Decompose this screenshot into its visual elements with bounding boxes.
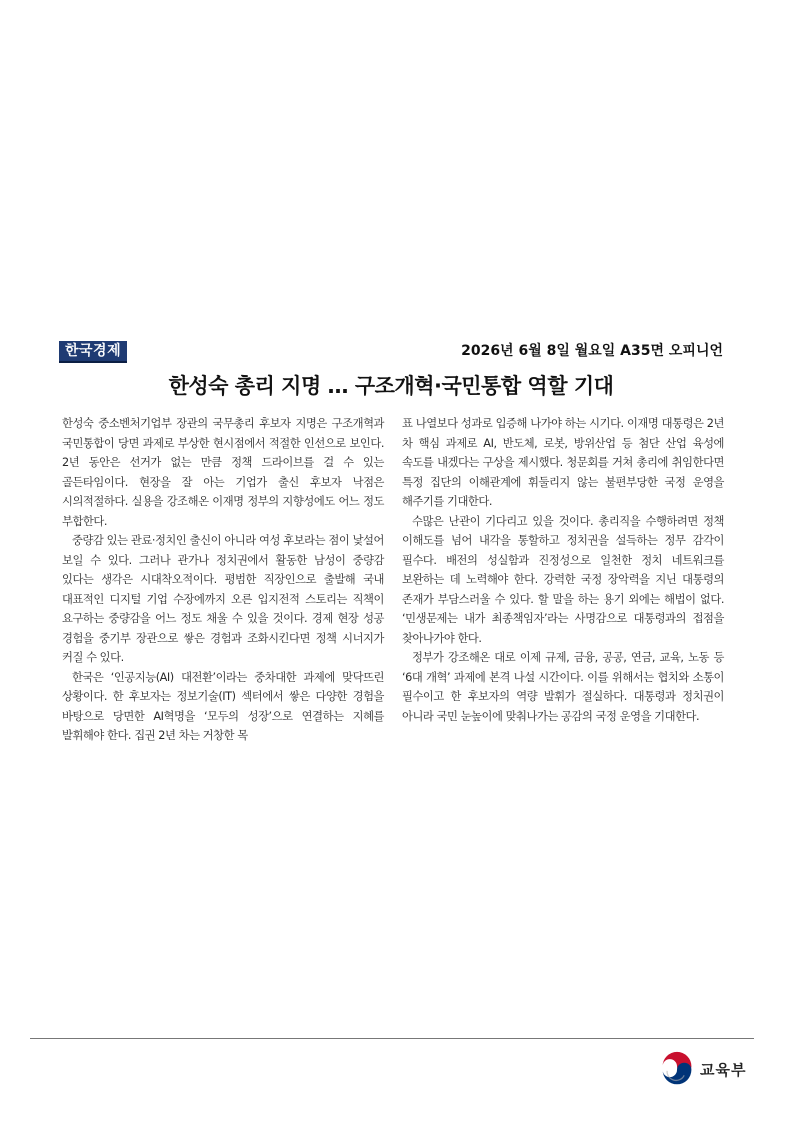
article-paragraph: 표 나열보다 성과로 입증해 나가야 하는 시기다. 이재명 대통령은 2년 차 핵심 과제로 AI, 반도체, 로봇, 방위산업 등 첨단 산업 육성에 속도를 내겠다는 구상을 제시했다. 청문회를 거쳐 총리에 취임한다면 특정 집단의 이해관계에 휘둘리지 않는 불편부당한 국정 운영을 해주기를 기대한다. xyxy=(402,417,724,508)
article-paragraph: 수많은 난관이 기다리고 있을 것이다. 총리직을 수행하려면 정책 이해도를 넘어 내각을 통할하고 정치권을 설득하는 정무 감각이 필수다. 배전의 성실함과 진정성으로 일천한 정치 네트워크를 보완하는 데 노력해야 한다. 강력한 국정 장악력을 지닌 대통령의 존재가 부담스러울 수 있다. 할 말을 하는 용기 외에는 해법이 없다. ‘민생문제는 내가 최종책임자’라는 사명감으로 대통령과의 접점을 찾아나가야 한다. xyxy=(402,514,724,645)
ministry-logo xyxy=(659,1050,746,1088)
masthead-row xyxy=(59,341,723,363)
article-headline: 한성숙 총리 지명 … 구조개혁·국민통합 역할 기대 xyxy=(168,374,614,398)
article-right-column xyxy=(402,414,724,746)
ministry-name: 교육부 xyxy=(700,1060,747,1079)
article-left-column xyxy=(62,414,384,746)
newspaper-logo: 한국경제 xyxy=(59,341,127,363)
article-paragraph: 정부가 강조해온 대로 이제 규제, 금융, 공공, 연금, 교육, 노동 등 ‘6대 개혁’ 과제에 본격 나설 시간이다. 이를 위해서는 협치와 소통이 필수이고 한 후보자의 역량 발휘가 절실하다. 대통령과 정치권이 아니라 국민 눈높이에 맞춰나가는 공감의 국정 운영을 기대한다. xyxy=(402,651,724,723)
taegeuk-emblem-icon xyxy=(659,1051,695,1087)
article-paragraph: 중량감 있는 관료·정치인 출신이 아니라 여성 후보라는 점이 낯설어 보일 수 있다. 그러나 관가나 정치권에서 활동한 남성이 중량감 있다는 생각은 시대착오적이다. 평범한 직장인으로 출발해 국내 대표적인 디지털 기업 수장에까지 오른 입지전적 스토리는 직책이 요구하는 중량감을 어느 정도 채울 수 있을 것이다. 경제 현장 성공 경험을 중기부 장관으로 쌓은 경험과 조화시킨다면 정책 시너지가 커질 수 있다. xyxy=(62,534,384,664)
dateline: 2026년 6월 8일 월요일 A35면 오피니언 xyxy=(461,343,723,359)
article-paragraph: 한성숙 중소벤처기업부 장관의 국무총리 후보자 지명은 구조개혁과 국민통합이 당면 과제로 부상한 현시점에서 적절한 인선으로 보인다. 2년 동안은 선거가 없는 만큼 정책 드라이브를 걸 수 있는 골든타임이다. 현장을 잘 아는 기업가 출신 후보자 낙점은 시의적절하다. 실용을 강조해온 이재명 정부의 지향성에도 어느 정도 부합한다. xyxy=(62,417,384,528)
footer-divider xyxy=(30,1038,754,1039)
article-body xyxy=(62,414,724,746)
article-paragraph: 한국은 ‘인공지능(AI) 대전환’이라는 중차대한 과제에 맞닥뜨린 상황이다. 한 후보자는 정보기술(IT) 섹터에서 쌓은 다양한 경험을 바탕으로 당면한 AI혁명을 ‘모두의 성장’으로 연결하는 지혜를 발휘해야 한다. 집권 2년 차는 거창한 목 xyxy=(62,670,384,742)
